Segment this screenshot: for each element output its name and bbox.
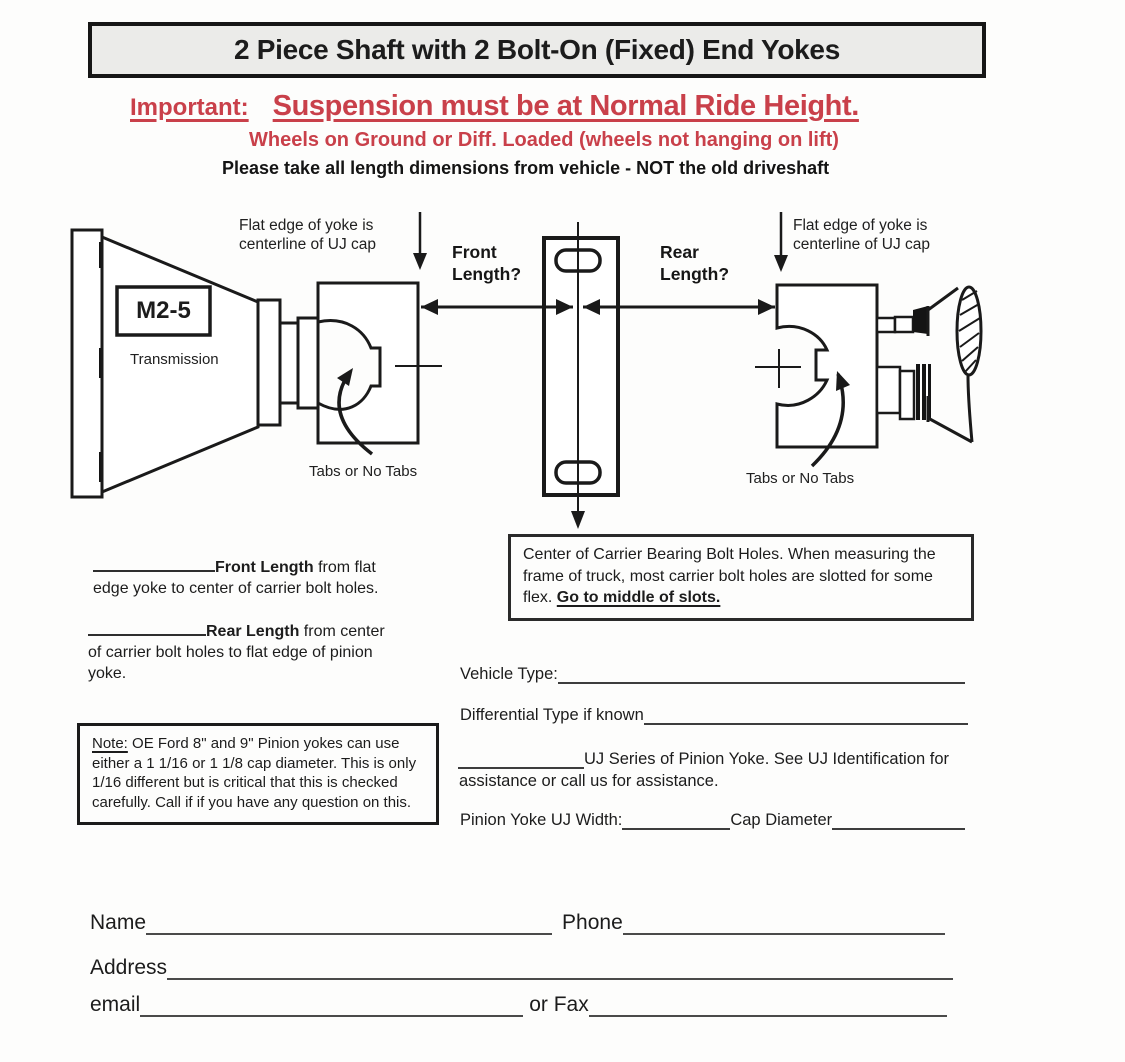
important-label: Important: bbox=[130, 94, 249, 121]
flat-edge-note-right: Flat edge of yoke is centerline of UJ cap bbox=[793, 217, 930, 253]
down-arrow-to-note bbox=[571, 511, 585, 529]
vehicle-type-field[interactable] bbox=[558, 676, 965, 684]
differential-type-row bbox=[460, 703, 968, 725]
uj-series-text-line2: assistance or call us for assistance. bbox=[459, 772, 719, 790]
flat-edge-note-left: Flat edge of yoke is centerline of UJ cap bbox=[239, 217, 376, 253]
name-label: Name bbox=[90, 911, 147, 934]
carrier-note-text: Center of Carrier Bearing Bolt Holes. When measuring the frame of truck, most carrier bolt holes are slotted for some flex. bbox=[523, 546, 936, 606]
pinion-width-label: Pinion Yoke UJ Width: bbox=[460, 811, 623, 829]
tabs-label-left: Tabs or No Tabs bbox=[309, 463, 418, 480]
phone-field[interactable] bbox=[623, 926, 945, 935]
rear-yoke-drawing bbox=[755, 285, 877, 466]
cap-diameter-label: Cap Diameter bbox=[730, 811, 833, 829]
address-row bbox=[90, 954, 953, 980]
tabs-label-right: Tabs or No Tabs bbox=[746, 470, 855, 487]
vehicle-type-label: Vehicle Type: bbox=[460, 665, 558, 683]
measure-notice: Please take all length dimensions from vehicle - NOT the old driveshaft bbox=[222, 158, 830, 178]
address-label: Address bbox=[90, 956, 168, 979]
rear-length-field[interactable] bbox=[88, 620, 206, 636]
differential-type-field[interactable] bbox=[644, 717, 968, 725]
transmission-model-label: M2-5 bbox=[136, 297, 191, 324]
uj-series-field[interactable] bbox=[458, 761, 584, 769]
front-length-field[interactable] bbox=[93, 556, 215, 572]
important-line bbox=[130, 90, 859, 123]
rear-length-question: Rear Length? bbox=[660, 242, 730, 284]
address-field[interactable] bbox=[167, 971, 953, 980]
note-label: Note: bbox=[92, 735, 128, 752]
email-field[interactable] bbox=[140, 1008, 523, 1017]
front-length-question: Front Length? bbox=[452, 242, 522, 284]
name-phone-row bbox=[90, 909, 945, 935]
email-label: email bbox=[90, 993, 141, 1016]
carrier-bracket-drawing bbox=[544, 222, 618, 529]
uj-series-text-line1: UJ Series of Pinion Yoke. See UJ Identification for bbox=[584, 750, 950, 768]
carrier-note-box bbox=[508, 534, 974, 621]
phone-label: Phone bbox=[562, 911, 623, 934]
page-title: 2 Piece Shaft with 2 Bolt-On (Fixed) End Yokes bbox=[234, 34, 840, 65]
fax-field[interactable] bbox=[589, 1008, 947, 1017]
title-box bbox=[88, 22, 986, 78]
vehicle-type-row bbox=[460, 662, 965, 684]
differential-type-label: Differential Type if known bbox=[460, 706, 644, 724]
front-length-paragraph: Front Length from flat edge yoke to center of carrier bolt holes. bbox=[93, 556, 379, 599]
ford-note-box bbox=[77, 723, 439, 825]
uj-centerline-cross-rear bbox=[755, 349, 801, 388]
transmission-label: Transmission bbox=[130, 351, 219, 368]
pinion-uj-width-field[interactable] bbox=[622, 822, 730, 830]
dimension-arrows bbox=[421, 299, 775, 315]
flat-edge-pointer-left bbox=[413, 212, 427, 270]
email-fax-row bbox=[90, 991, 947, 1017]
pinion-yoke-row bbox=[460, 808, 965, 830]
differential-drawing bbox=[877, 287, 981, 442]
flat-edge-pointer-right bbox=[774, 212, 788, 272]
important-text: Suspension must be at Normal Ride Height. bbox=[272, 90, 859, 122]
front-yoke-drawing bbox=[318, 283, 442, 454]
note-text: OE Ford 8" and 9" Pinion yokes can use either a 1 1/16 or 1 1/8 cap diameter. This is only 1/16 different but is critical that this is checked carefully. Call if if you have any question on this. bbox=[92, 735, 417, 811]
fax-label: or Fax bbox=[529, 993, 589, 1016]
carrier-note-emphasis: Go to middle of slots. bbox=[556, 589, 721, 606]
uj-series-row bbox=[458, 747, 988, 769]
wheels-notice: Wheels on Ground or Diff. Loaded (wheels not hanging on lift) bbox=[249, 129, 839, 151]
rear-length-paragraph: Rear Length from center of carrier bolt holes to flat edge of pinion yoke. bbox=[88, 620, 385, 684]
cap-diameter-field[interactable] bbox=[832, 822, 965, 830]
name-field[interactable] bbox=[146, 926, 552, 935]
